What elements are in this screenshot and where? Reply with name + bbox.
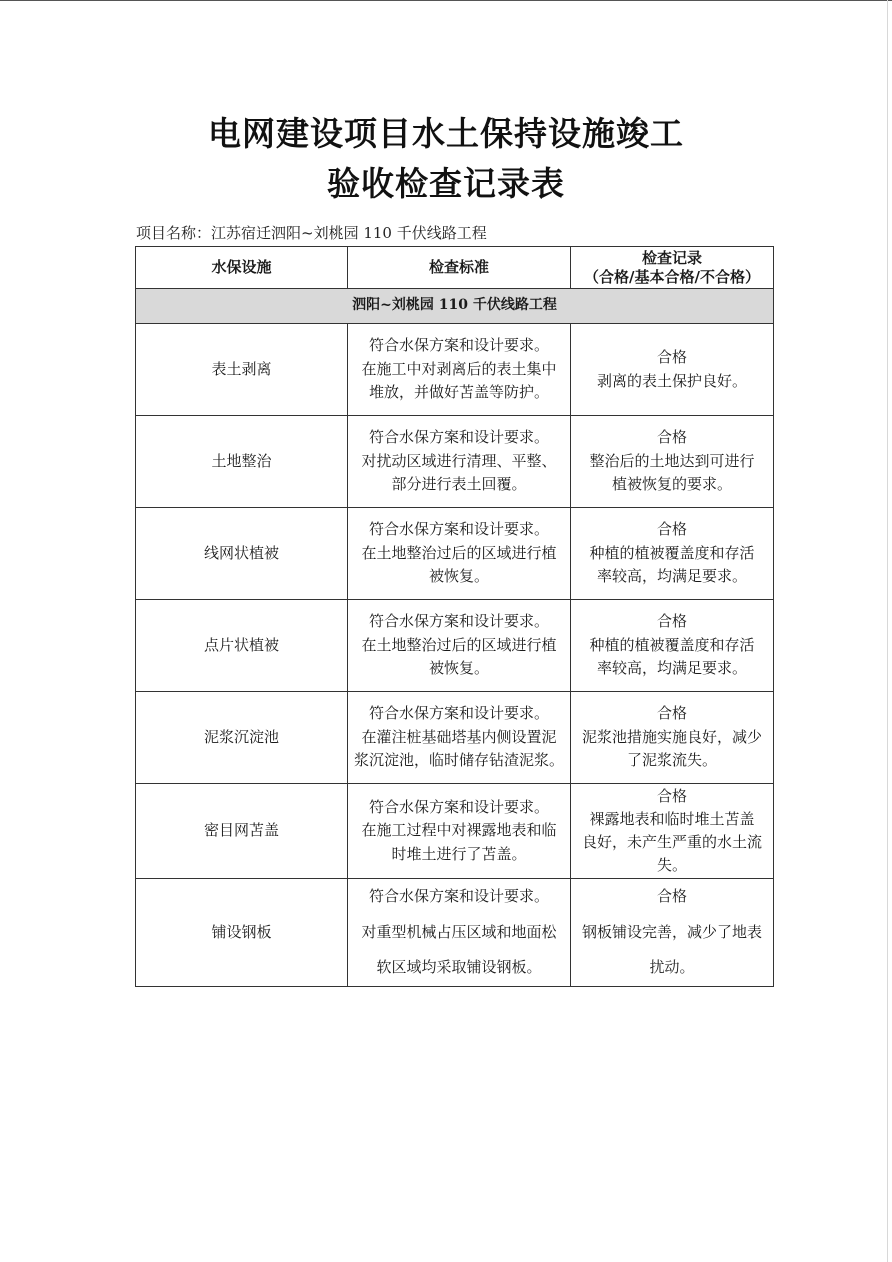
record-line: 良好，未产生严重的水土流 <box>581 833 762 851</box>
record-result: 合格 <box>656 612 687 631</box>
record-cell <box>571 416 774 508</box>
header-facility: 水保设施 <box>136 247 348 289</box>
standard-line: 符合水保方案和设计要求。 <box>368 520 549 539</box>
document-title-line-1: 电网建设项目水土保持设施竣工 <box>208 114 684 153</box>
standard-line: 符合水保方案和设计要求。 <box>368 428 549 447</box>
standard-cell <box>348 508 571 600</box>
record-cell <box>571 784 774 879</box>
record-line: 剥离的表土保护良好。 <box>596 371 747 390</box>
record-line: 种植的植被覆盖度和存活 <box>589 635 755 654</box>
standard-line: 在施工中对剥离后的表土集中 <box>361 359 557 378</box>
page-top-border <box>0 0 892 1</box>
record-cell <box>571 600 774 692</box>
project-name-label: 项目名称：江苏宿迁泗阳~刘桃园 110 千伏线路工程 <box>136 224 487 242</box>
standard-cell <box>348 600 571 692</box>
document-title-line-2: 验收检查记录表 <box>327 164 565 203</box>
table-row <box>136 324 774 416</box>
facility-cell: 点片状植被 <box>136 600 348 692</box>
record-cell <box>571 692 774 784</box>
standard-line: 软区域均采取铺设钢板。 <box>376 958 542 976</box>
record-cell <box>571 879 774 987</box>
record-line: 扰动。 <box>649 958 695 976</box>
standard-cell <box>348 692 571 784</box>
record-result: 合格 <box>656 887 687 905</box>
standard-cell <box>348 416 571 508</box>
standard-line: 符合水保方案和设计要求。 <box>368 887 549 905</box>
standard-cell <box>348 879 571 987</box>
standard-line: 符合水保方案和设计要求。 <box>368 704 549 723</box>
standard-line: 在土地整治过后的区域进行植 <box>361 543 557 562</box>
standard-cell <box>348 784 571 879</box>
record-line: 率较高，均满足要求。 <box>596 659 747 678</box>
record-line: 钢板铺设完善，减少了地表 <box>581 922 762 941</box>
record-line: 泥浆池措施实施良好，减少 <box>581 727 762 746</box>
header-record <box>571 247 774 289</box>
facility-cell: 密目网苫盖 <box>136 784 348 879</box>
standard-line: 堆放，并做好苫盖等防护。 <box>368 383 549 402</box>
facility-cell: 土地整治 <box>136 416 348 508</box>
standard-line: 被恢复。 <box>428 567 489 586</box>
record-cell <box>571 324 774 416</box>
standard-line: 符合水保方案和设计要求。 <box>368 612 549 631</box>
standard-line: 被恢复。 <box>428 659 489 678</box>
standard-line: 部分进行表土回覆。 <box>391 475 527 494</box>
section-title: 泗阳~刘桃园 110 千伏线路工程 <box>136 289 774 324</box>
table-row <box>136 508 774 600</box>
header-standard: 检查标准 <box>348 247 571 289</box>
standard-line: 符合水保方案和设计要求。 <box>368 336 549 355</box>
standard-line: 在施工过程中对裸露地表和临 <box>361 821 557 840</box>
record-result: 合格 <box>656 428 687 447</box>
record-result: 合格 <box>656 704 687 723</box>
record-line: 种植的植被覆盖度和存活 <box>589 543 755 562</box>
standard-line: 对扰动区域进行清理、平整、 <box>361 451 557 470</box>
standard-line: 符合水保方案和设计要求。 <box>368 797 549 816</box>
inspection-record-table <box>135 246 774 987</box>
record-line: 了泥浆流失。 <box>626 751 717 770</box>
section-row <box>136 289 774 324</box>
standard-line: 在土地整治过后的区域进行植 <box>361 635 557 654</box>
header-record-line-2: （合格/基本合格/不合格） <box>584 267 760 286</box>
standard-line: 对重型机械占压区域和地面松 <box>361 922 557 941</box>
record-result: 合格 <box>656 787 687 805</box>
table-header-row <box>136 247 774 289</box>
record-result: 合格 <box>656 348 687 366</box>
record-line: 整治后的土地达到可进行 <box>589 451 755 470</box>
record-result: 合格 <box>656 520 687 539</box>
standard-cell <box>348 324 571 416</box>
record-line: 植被恢复的要求。 <box>611 475 732 494</box>
table-row <box>136 784 774 879</box>
record-line: 失。 <box>656 856 687 874</box>
standard-line: 在灌注桩基础塔基内侧设置泥 <box>361 727 557 746</box>
record-line: 率较高，均满足要求。 <box>596 567 747 586</box>
record-cell <box>571 508 774 600</box>
table-row <box>136 600 774 692</box>
standard-line: 浆沉淀池，临时储存钻渣泥浆。 <box>354 751 565 770</box>
table-row <box>136 692 774 784</box>
table-row <box>136 416 774 508</box>
facility-cell: 表土剥离 <box>136 324 348 416</box>
table-row <box>136 879 774 987</box>
record-line: 裸露地表和临时堆土苫盖 <box>589 810 755 828</box>
facility-cell: 线网状植被 <box>136 508 348 600</box>
header-record-line-1: 检查记录 <box>641 248 702 267</box>
facility-cell: 泥浆沉淀池 <box>136 692 348 784</box>
facility-cell: 铺设钢板 <box>136 879 348 987</box>
standard-line: 时堆土进行了苫盖。 <box>391 844 527 863</box>
